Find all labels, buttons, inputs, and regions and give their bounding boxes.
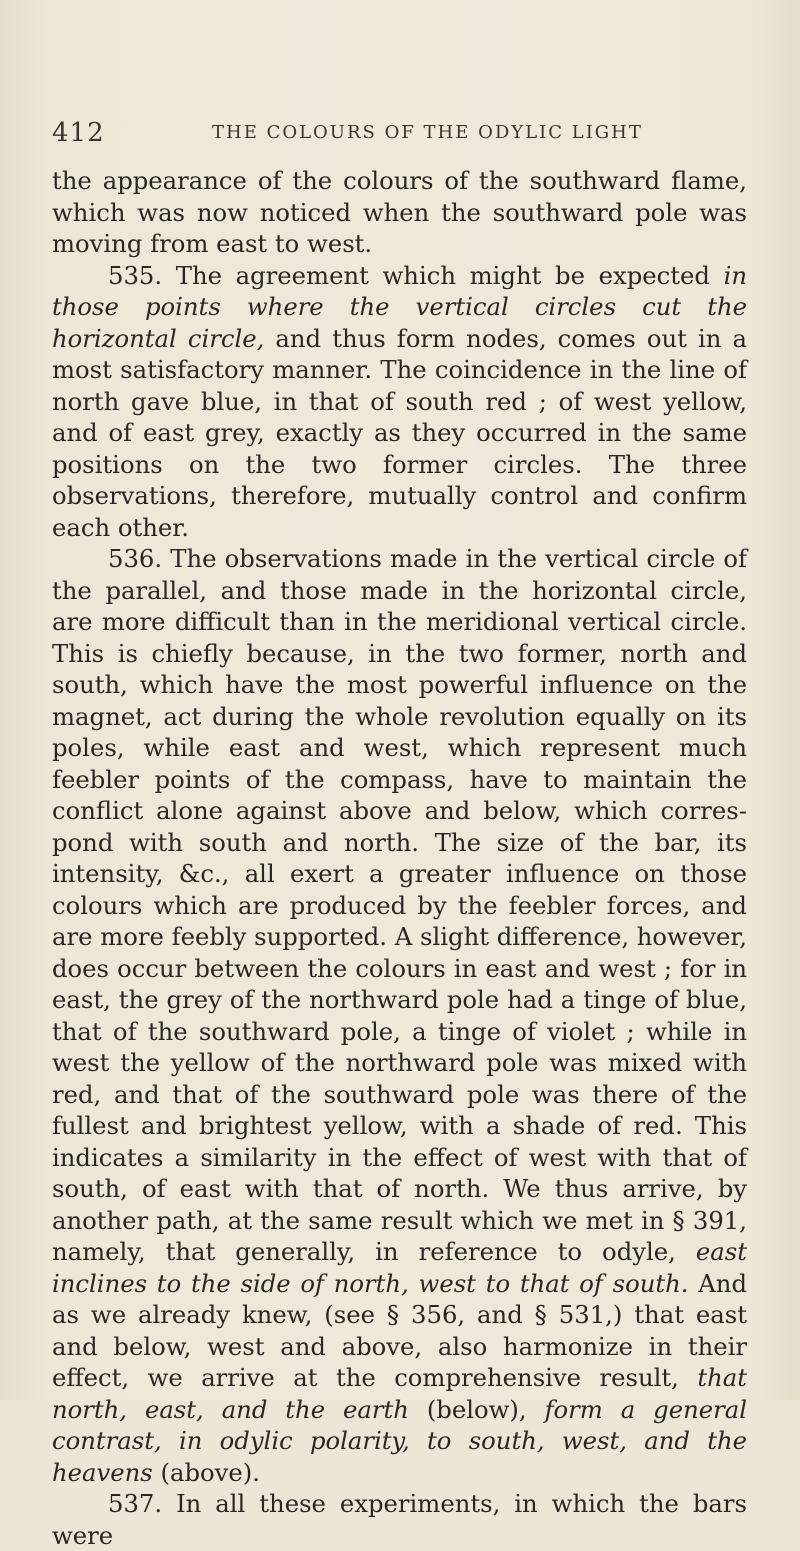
italic-text-run: that north, east, and the earth: [52, 1363, 747, 1424]
body-text: [52, 165, 747, 1551]
paragraph-535: [52, 260, 747, 544]
page-number: 412: [52, 118, 105, 148]
text-run: 537. In all these experiments, in which the bars were: [52, 1489, 747, 1550]
italic-text-run: form a general contrast, in odylic polarity, to south, west, and the heavens: [52, 1394, 747, 1487]
text-run: and thus form nodes, comes out in a most satisfactory manner. The coincidence in the line of north gave blue, in that of south red ; of west yellow, and of east grey, exactly as they occurred in the same positions on the two former circles. The three observations, therefore, mutually control and confirm each other.: [52, 323, 747, 542]
text-run: 536. The observations made in the vertical circle of the parallel, and those made in the horizontal circle, are more difficult than in the meridional vertical circle. This is chiefly because, in the two former, north and south, which have the most powerful influence on the magnet, act during the whole revolution equally on its poles, while east and west, which represent much feebler points of the compass, have to maintain the conflict alone against above and below, which correspond with south and north. The size of the bar, its intensity, &c., all exert a greater influence on those colours which are produced by the feebler forces, and are more feebly supported. A slight difference, however, does occur between the colours in east and west ; for in east, the grey of the northward pole had a tinge of blue, that of the southward pole, a tinge of violet ; while in west the yellow of the northward pole was mixed with red, and that of the southward pole was there of the fullest and brightest yellow, with a shade of red. This indicates a similarity in the effect of west with that of south, of east with that of north. We thus arrive, by another path, at the same result which we met in § 391, namely, that generally, in reference to odyle,: [52, 544, 747, 1266]
text-run: the appearance of the colours of the southward flame, which was now noticed when the southward pole was moving from east to west.: [52, 166, 747, 258]
text-run: 535. The agreement which might be expected: [108, 260, 724, 290]
running-head: THE COLOURS OF THE ODYLIC LIGHT: [212, 122, 643, 143]
text-run: (above).: [152, 1457, 260, 1487]
italic-text-run: in those points where the vertical circles cut the horizontal circle,: [52, 260, 747, 353]
paragraph-continued: [52, 165, 747, 260]
paragraph-536: [52, 543, 747, 1488]
paragraph-537: [52, 1488, 747, 1551]
text-run: (below),: [408, 1394, 545, 1424]
text-run: And as we already knew, (see § 356, and § 531,) that east and below, west and above, also harmonize in their effect, we arrive at the comprehensive result,: [52, 1268, 747, 1392]
page-header: [52, 118, 752, 148]
italic-text-run: east inclines to the side of north, west to that of south.: [52, 1237, 747, 1298]
